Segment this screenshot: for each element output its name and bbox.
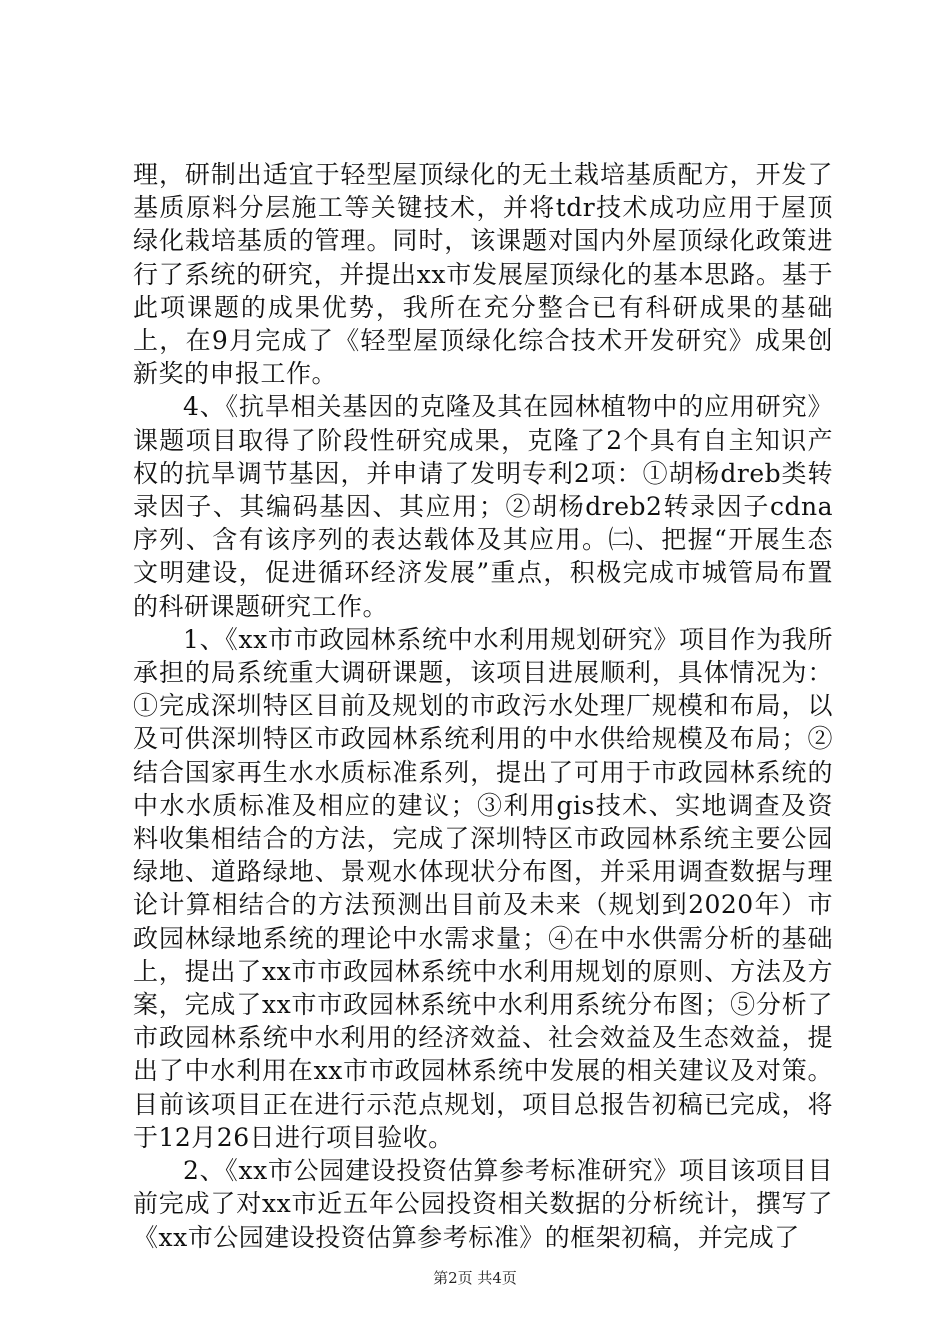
document-body bbox=[133, 158, 833, 1254]
page-footer: 第2页 共4页 bbox=[433, 1269, 517, 1287]
paragraph-continuation: 理，研制出适宜于轻型屋顶绿化的无土栽培基质配方，开发了基质原料分层施工等关键技术，并将tdr技术成功应用于屋顶绿化栽培基质的管理。同时，该课题对国内外屋顶绿化政策进行了系统的研究，并提出xx市发展屋顶绿化的基本思路。基于此项课题的成果优势，我所在充分整合已有科研成果的基础上，在9月完成了《轻型屋顶绿化综合技术开发研究》成果创新奖的申报工作。 bbox=[133, 160, 833, 389]
paragraph-item-1: 1、《xx市市政园林系统中水利用规划研究》项目作为我所承担的局系统重大调研课题，该项目进展顺利，具体情况为：①完成深圳特区目前及规划的市政污水处理厂规模和布局，以及可供深圳特区市政园林系统利用的中水供给规模及布局；②结合国家再生水水质标准系列，提出了可用于市政园林系统的中水水质标准及相应的建议；③利用gis技术、实地调查及资料收集相结合的方法，完成了深圳特区市政园林系统主要公园绿地、道路绿地、景观水体现状分布图，并采用调查数据与理论计算相结合的方法预测出目前及未来（规划到2020年）市政园林绿地系统的理论中水需求量；④在中水供需分析的基础上，提出了xx市市政园林系统中水利用规划的原则、方法及方案，完成了xx市市政园林系统中水利用系统分布图；⑤分析了市政园林系统中水利用的经济效益、社会效益及生态效益，提出了中水利用在xx市市政园林系统中发展的相关建议及对策。目前该项目正在进行示范点规划，项目总报告初稿已完成，将于12月26日进行项目验收。 bbox=[133, 624, 833, 1152]
paragraph-item-4: 4、《抗旱相关基因的克隆及其在园林植物中的应用研究》课题项目取得了阶段性研究成果，克隆了2个具有自主知识产权的抗旱调节基因，并申请了发明专利2项：①胡杨dreb类转录因子、其编码基因、其应用；②胡杨dreb2转录因子cdna序列、含有该序列的表达载体及其应用。㈡、把握“开展生态文明建设，促进循环经济发展”重点，积极完成市城管局布置的科研课题研究工作。 bbox=[133, 392, 833, 621]
paragraph-item-2: 2、《xx市公园建设投资估算参考标准研究》项目该项目目前完成了对xx市近五年公园投资相关数据的分析统计，撰写了《xx市公园建设投资估算参考标准》的框架初稿，并完成了 bbox=[133, 1156, 833, 1252]
